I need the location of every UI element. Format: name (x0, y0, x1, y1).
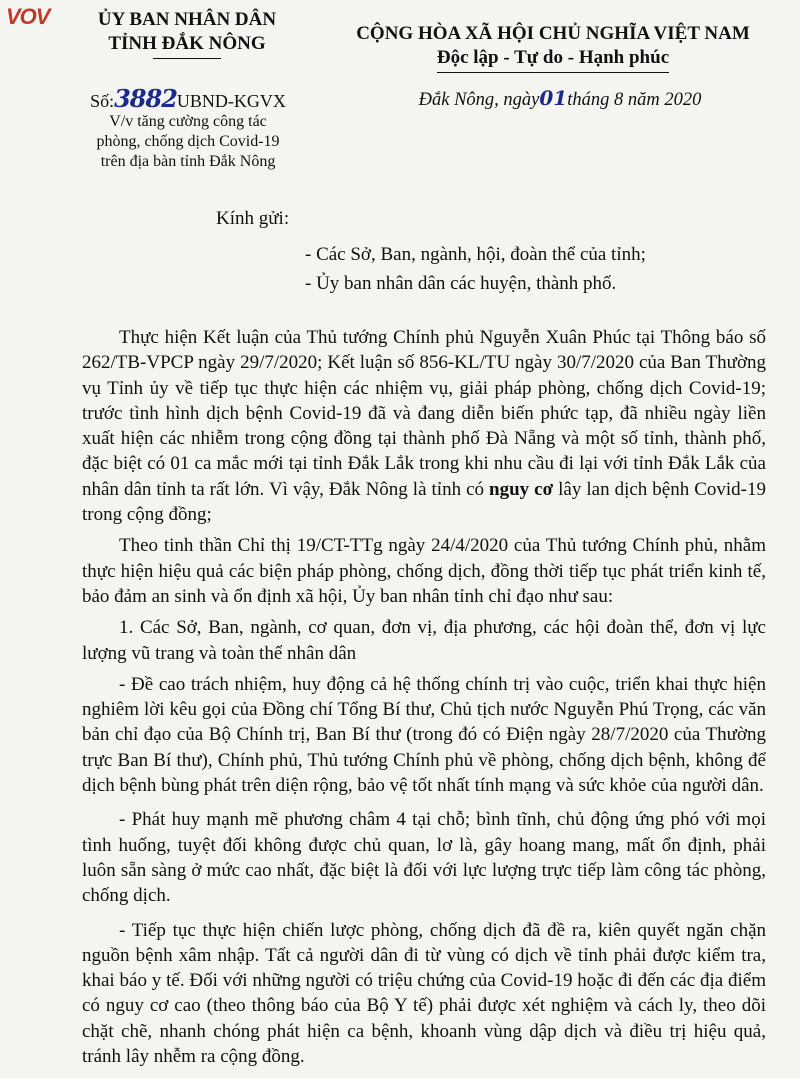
subject-line2: phòng, chống dịch Covid-19 (96, 133, 280, 150)
paragraph-3: 1. Các Sở, Ban, ngành, cơ quan, đơn vị, địa phương, các hội đoàn thể, đơn vị lực lượng vũ trang và toàn thể nhân dân (82, 617, 766, 664)
subject-line1: V/v tăng cường công tác (109, 113, 267, 130)
document-number-handwritten: 3882 (114, 84, 177, 113)
paragraph-5: - Phát huy mạnh mẽ phương châm 4 tại chỗ; bình tĩnh, chủ động ứng phó với mọi tình huống, tuyệt đối không được chủ quan, lơ là, gây hoang mang, mất ổn định, phải luôn sẵn sàng ở mức cao nhất, đặc biệt là đối với lực lượng trực tiếp làm công tác phòng, chống dịch. (82, 809, 766, 907)
national-title-line1: CỘNG HÒA XÃ HỘI CHỦ NGHĨA VIỆT NAM (356, 23, 750, 44)
document-body (82, 325, 766, 1078)
document-date (340, 86, 780, 111)
salutation: Kính gửi: (216, 208, 290, 229)
paragraph-2: Theo tinh thần Chỉ thị 19/CT-TTg ngày 24/4/2020 của Thủ tướng Chính phủ, nhằm thực hiện hiệu quả các biện pháp phòng, chống dịch, đồng thời tiếp tục phát triển kinh tế, bảo đảm an sinh và ổn định xã hội, Ủy ban nhân tỉnh chỉ đạo như sau: (82, 535, 766, 607)
paragraph-4: - Đề cao trách nhiệm, huy động cả hệ thống chính trị vào cuộc, triển khai thực hiện nghiêm lời kêu gọi của Đồng chí Tổng Bí thư, Chủ tịch nước Nguyễn Phú Trọng, các văn bản chỉ đạo của Bộ Chính trị, Ban Bí thư (trong đó có Điện ngày 28/7/2020 của Thường trực Ban Bí thư), Chính phủ, Thủ tướng Chính phủ về phòng, chống dịch bệnh, không để dịch bệnh bùng phát trên diện rộng, bảo vệ tốt nhất tính mạng và sức khỏe của người dân. (82, 673, 766, 797)
national-title (318, 22, 788, 73)
national-motto: Độc lập - Tự do - Hạnh phúc (437, 46, 669, 73)
paragraph-1 (82, 325, 766, 527)
document-subject (58, 112, 318, 172)
document-number (58, 84, 318, 113)
issuing-authority (62, 8, 312, 59)
paragraph-1-bold: nguy cơ (489, 478, 554, 500)
recipient-item: - Các Sở, Ban, ngành, hội, đoàn thể của tỉnh; (305, 244, 646, 265)
document-number-suffix: UBND-KGVX (176, 91, 286, 111)
vov-logo: VOV (6, 4, 50, 29)
paragraph-1-start: Thực hiện Kết luận của Thủ tướng Chính phủ Nguyễn Xuân Phúc tại Thông báo số 262/TB-VPCP ngày 29/7/2020; Kết luận số 856-KL/TU ngày 30/7/2020 của Ban Thường vụ Tỉnh ủy về tiếp tục thực hiện các nhiệm vụ, giải pháp phòng, chống dịch Covid-19; trước tình hình dịch bệnh Covid-19 đã và đang diễn biến phức tạp, đã nhiều ngày liền xuất hiện các nhiễm trong cộng đồng tại thành phố Đà Nẵng và một số tỉnh, thành phố, đặc biệt có 01 ca mắc mới tại tỉnh Đắk Lắk trong khi nhu cầu đi lại với tỉnh Đắk Lắk của nhân dân tỉnh ta rất lớn. Vì vậy, Đắk Nông là tỉnh có (82, 327, 766, 500)
recipient-list (305, 240, 646, 298)
recipient-item: - Ủy ban nhân dân các huyện, thành phố. (305, 273, 617, 294)
date-before: Đắk Nông, ngày (418, 90, 540, 110)
paragraph-1-end: lây lan dịch bệnh Covid-19 trong cộng đồng; (82, 478, 767, 526)
document-number-prefix: Số: (90, 91, 115, 111)
authority-line1: ỦY BAN NHÂN DÂN (97, 9, 277, 30)
authority-underline (153, 58, 221, 59)
paragraph-6: - Tiếp tục thực hiện chiến lược phòng, chống dịch đã đề ra, kiên quyết ngăn chặn nguồn bệnh xâm nhập. Tất cả người dân đi từ vùng có dịch về tỉnh phải được kiểm tra, khai báo y tế. Đối với những người có triệu chứng của Covid-19 hoặc đi đến các địa điểm có nguy cơ cao (theo thông báo của Bộ Y tế) phải được xét nghiệm và cách ly, theo dõi chặt chẽ, nhanh chóng phát hiện ca bệnh, khoanh vùng dập dịch và điều trị hiệu quả, tránh lây nhễm ra cộng đồng. (82, 919, 766, 1068)
authority-line2: TỈNH ĐẮK NÔNG (108, 33, 266, 54)
subject-line3: trên địa bàn tỉnh Đắk Nông (100, 153, 276, 170)
date-after: tháng 8 năm 2020 (567, 90, 702, 110)
date-handwritten-day: 01 (539, 86, 568, 110)
